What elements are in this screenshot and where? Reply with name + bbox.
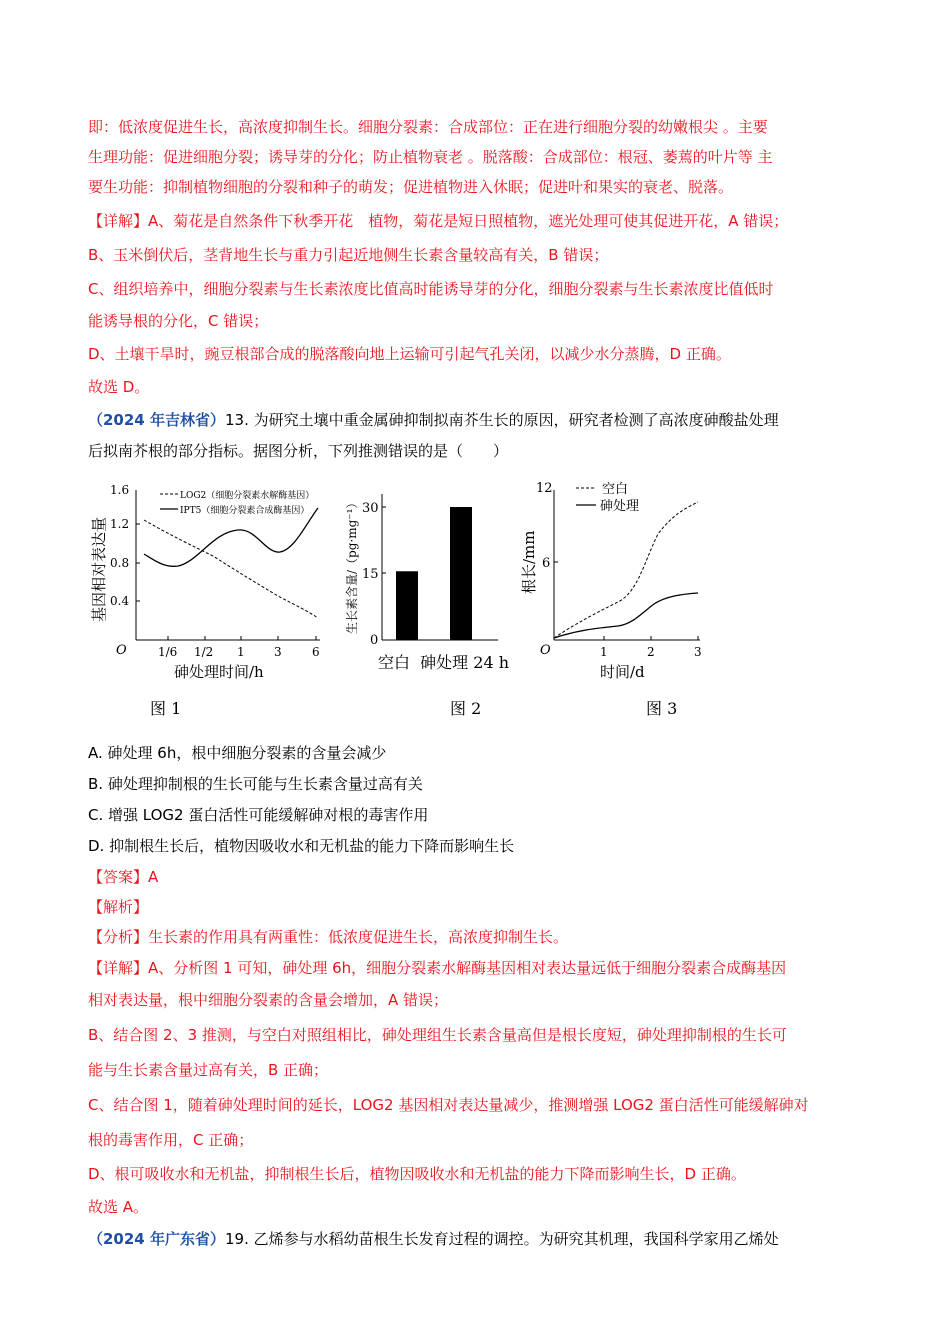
text-line: 【详解】A、分析图 1 可知，砷处理 6h，细胞分裂素水解酶基因相对表达量远低于细胞分裂素合成酶基因 xyxy=(88,959,787,977)
fig1-ylabel: 基因相对表达量 xyxy=(90,516,108,622)
document-page xyxy=(88,112,864,1256)
prev-analysis-text xyxy=(88,112,864,202)
fig2-ylabel: 生长素含量/（pg·mg⁻¹） xyxy=(345,496,359,634)
text-line: 相对表达量，根中细胞分裂素的含量会增加，A 错误； xyxy=(88,991,449,1009)
fig2-bar-1 xyxy=(450,507,472,640)
fig3-caption: 图 3 xyxy=(646,699,678,718)
option-c: C. 增强 LOG2 蛋白活性可能缓解砷对根的毒害作用 xyxy=(88,806,429,824)
figure-1 xyxy=(90,483,320,734)
text-line: 故选 A。 xyxy=(88,1198,149,1216)
figure-2 xyxy=(344,494,509,718)
option-a: A. 砷处理 6h，根中细胞分裂素的含量会减少 xyxy=(88,744,387,762)
fig1-ipt5-curve xyxy=(144,508,318,566)
fig3-xlabel: 时间/d xyxy=(600,663,645,681)
fig2-bar-0 xyxy=(396,571,418,640)
fig3-blank-curve xyxy=(554,502,698,638)
analysis-head: 【解析】 xyxy=(88,898,149,916)
text-line: 要生功能：抑制植物细胞的分裂和种子的萌发；促进植物进入休眠；促进叶和果实的衰老、脱落。 xyxy=(88,178,734,196)
fig1-xtick: 3 xyxy=(274,645,282,659)
text-line: 根的毒害作用，C 正确； xyxy=(88,1131,254,1149)
text-line: 故选 D。 xyxy=(88,378,150,396)
question-source: （2024 年吉林省） xyxy=(88,411,225,429)
fig2-ytick: 30 xyxy=(362,501,379,516)
fig1-ytick: 1.2 xyxy=(110,517,130,531)
text-line: C、结合图 1，随着砷处理时间的延长，LOG2 基因相对表达量减少，推测增强 LOG2 蛋白活性可能缓解砷对 xyxy=(88,1096,809,1114)
text-line: C、组织培养中，细胞分裂素与生长素浓度比值高时能诱导芽的分化，细胞分裂素与生长素浓度比值低时 xyxy=(88,280,774,298)
option-d: D. 抑制根生长后，植物因吸收水和无机盐的能力下降而影响生长 xyxy=(88,837,515,855)
question-text: 19. 乙烯参与水稻幼苗根生长发育过程的调控。为研究其机理，我国科学家用乙烯处 xyxy=(224,1230,779,1248)
fig1-ytick: 1.6 xyxy=(110,483,130,497)
fig1-caption: 图 1 xyxy=(150,699,182,718)
fig1-ytick: 0.8 xyxy=(110,556,130,570)
text-line: D、土壤干旱时，豌豆根部合成的脱落酸向地上运输可引起气孔关闭，以减少水分蒸腾，D 正确。 xyxy=(88,345,731,363)
fig2-bars xyxy=(396,507,472,640)
fig1-origin: O xyxy=(116,643,127,658)
text-line: B、结合图 2、3 推测，与空白对照组相比，砷处理组生长素含量高但是根长度短，砷处理抑制根的生长可 xyxy=(88,1026,787,1044)
question-source: （2024 年广东省） xyxy=(88,1230,225,1248)
fig3-origin: O xyxy=(540,643,551,658)
fig1-ytick: 0.4 xyxy=(110,594,130,608)
fig2-ytick: 15 xyxy=(362,567,379,582)
fig3-ylabel: 根长/mm xyxy=(520,530,538,594)
text-line: 能与生长素含量过高有关，B 正确； xyxy=(88,1061,329,1079)
fig2-xlabel: 空白 砷处理 24 h xyxy=(378,653,510,672)
figures-svg xyxy=(88,472,864,734)
fig3-xtick: 1 xyxy=(600,645,608,659)
fig3-xtick: 2 xyxy=(647,645,655,659)
fig1-xlabel: 砷处理时间/h xyxy=(174,663,264,681)
fig3-legend-blank: 空白 xyxy=(602,482,629,497)
text-line: 【详解】A、菊花是自然条件下秋季开花 植物，菊花是短日照植物，遮光处理可使其促进开花，A 错误； xyxy=(88,212,789,230)
text-line: 即：低浓度促进生长，高浓度抑制生长。细胞分裂素：合成部位：正在进行细胞分裂的幼嫩根尖 。主要 xyxy=(88,118,768,136)
fig2-caption: 图 2 xyxy=(450,699,482,718)
analysis: 【分析】生长素的作用具有两重性：低浓度促进生长，高浓度抑制生长。 xyxy=(88,928,569,946)
options xyxy=(88,738,864,862)
fig1-xtick: 1 xyxy=(237,645,245,659)
fig3-ytick: 12 xyxy=(536,481,553,496)
text-line: 生理功能：促进细胞分裂；诱导芽的分化；防止植物衰老 。脱落酸：合成部位：根冠、萎蔫的叶片等 主 xyxy=(88,148,773,166)
text-line: D、根可吸收水和无机盐，抑制根生长后，植物因吸收水和无机盐的能力下降而影响生长，D 正确。 xyxy=(88,1165,746,1183)
fig1-legend-log2: LOG2（细胞分裂素水解酶基因） xyxy=(180,491,315,501)
fig1-xtick: 1/2 xyxy=(194,645,214,659)
question-text: 13. 为研究土壤中重金属砷抑制拟南芥生长的原因，研究者检测了高浓度砷酸盐处理 xyxy=(224,411,779,429)
fig1-xtick: 1/6 xyxy=(158,645,178,659)
text-line: 能诱导根的分化，C 错误； xyxy=(88,312,269,330)
fig3-arsenic-curve xyxy=(554,593,698,638)
question-13 xyxy=(88,404,864,466)
text-line: B、玉米倒伏后，茎背地生长与重力引起近地侧生长素含量较高有关，B 错误； xyxy=(88,246,609,264)
fig3-legend-arsenic: 砷处理 xyxy=(600,499,640,514)
question-19 xyxy=(88,1222,864,1256)
solution xyxy=(88,862,864,1222)
fig2-origin: 0 xyxy=(370,633,379,648)
figures-row xyxy=(88,472,864,734)
question-text: 后拟南芥根的部分指标。据图分析，下列推测错误的是（ ） xyxy=(88,442,509,460)
option-b: B. 砷处理抑制根的生长可能与生长素含量过高有关 xyxy=(88,775,423,793)
fig3-ytick: 6 xyxy=(542,556,551,571)
prev-detail-text xyxy=(88,204,864,402)
fig3-xtick: 3 xyxy=(694,645,702,659)
figure-3 xyxy=(520,481,702,718)
fig1-legend-ipt5: IPT5（细胞分裂素合成酶基因） xyxy=(180,506,310,516)
fig1-xtick: 6 xyxy=(312,645,320,659)
fig1-log2-curve xyxy=(144,520,318,618)
answer: 【答案】A xyxy=(88,868,159,886)
